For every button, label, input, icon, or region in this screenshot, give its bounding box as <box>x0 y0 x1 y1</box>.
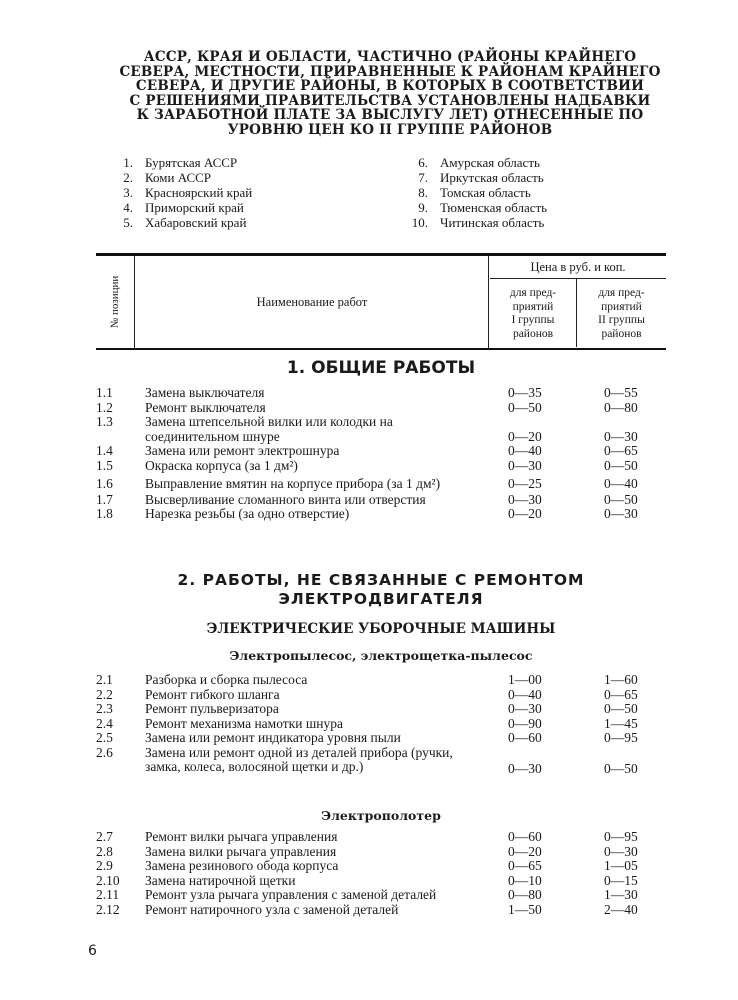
table-row: 2.9 Замена резинового обода корпуса 0—65 1—05 <box>96 858 638 873</box>
header-position-number: № позиции <box>96 256 135 348</box>
table-row: 1.3 Замена штепсельной вилки или колодки на соединительном шнуре 0—20 0—30 <box>96 414 638 444</box>
table-row: 2.5 Замена или ремонт индикатора уровня пыли 0—60 0—95 <box>96 730 638 745</box>
section-1-rows <box>96 386 666 522</box>
region-item: 6. Амурская область <box>418 155 540 170</box>
table-row: 1.6 Выправление вмятин на корпусе прибора (за 1 дм²) 0—25 0—40 <box>96 476 638 491</box>
table-row: 2.6 Замена или ремонт одной из деталей прибора (ручки, замка, колеса, волосяной щетки и др.) 0—30 0—50 <box>96 744 638 776</box>
table-row: 1.4 Замена или ремонт электрошнура 0—40 0—65 <box>96 443 638 458</box>
table-row: 2.7 Ремонт вилки рычага управления 0—60 0—95 <box>96 829 638 844</box>
heading-line: СЕВЕРА, МЕСТНОСТИ, ПРИРАВНЕННЫЕ К РАЙОНАМ КРАЙНЕГО <box>119 63 661 80</box>
table-row: 2.11 Ремонт узла рычага управления с заменой деталей 0—80 1—30 <box>96 887 638 902</box>
heading-line: АССР, КРАЯ И ОБЛАСТИ, ЧАСТИЧНО (РАЙОНЫ КРАЙНЕГО <box>143 49 637 65</box>
table-row: 2.2 Ремонт гибкого шланга 0—40 0—65 <box>96 686 638 702</box>
section-1-title: 1. ОБЩИЕ РАБОТЫ <box>286 358 476 378</box>
header-group-2: для пред- приятий II группы районов <box>598 287 645 340</box>
region-item: 1. Бурятская АССР <box>123 155 238 170</box>
page-number: 6 <box>88 943 97 959</box>
heading-line: УРОВНЮ ЦЕН КО II ГРУППЕ РАЙОНОВ <box>227 121 553 138</box>
region-item: 2. Коми АССР <box>123 170 212 185</box>
table-row: 2.4 Ремонт механизма намотки шнура 0—90 1—45 <box>96 715 638 731</box>
table-row: 1.1 Замена выключателя 0—35 0—55 <box>96 385 638 400</box>
table-row: 2.8 Замена вилки рычага управления 0—20 0—30 <box>96 843 638 859</box>
group-a-title: Электропылесос, электрощетка-пылесос <box>229 648 533 663</box>
group-a-rows <box>96 673 666 777</box>
table-row: 2.3 Ремонт пульверизатора 0—30 0—50 <box>96 701 638 716</box>
heading-line: С РЕШЕНИЯМИ ПРАВИТЕЛЬСТВА УСТАНОВЛЕНЫ НАДБАВКИ <box>129 92 651 109</box>
table-row: 1.7 Высверливание сломанного винта или отверстия 0—30 0—50 <box>96 491 638 507</box>
region-item: 8. Томская область <box>418 185 531 200</box>
region-column-right <box>400 155 548 230</box>
table-row: 1.5 Окраска корпуса (за 1 дм²) 0—30 0—50 <box>96 457 638 473</box>
table-row: 1.2 Ремонт выключателя 0—50 0—80 <box>96 399 638 415</box>
region-item: 10. Читинская область <box>411 215 545 230</box>
group-b-title: Электрополотер <box>321 808 441 823</box>
heading-line: К ЗАРАБОТНОЙ ПЛАТЕ ЗА ВЫСЛУГУ ЛЕТ) ОТНЕСЕННЫЕ ПО <box>136 107 644 123</box>
header-price <box>490 256 666 348</box>
region-item: 5. Хабаровский край <box>123 215 247 230</box>
section-2-subtitle: ЭЛЕКТРИЧЕСКИЕ УБОРОЧНЫЕ МАШИНЫ <box>206 621 556 637</box>
region-item: 4. Приморский край <box>123 200 244 215</box>
table-row: 2.10 Замена натирочной щетки 0—10 0—15 <box>96 872 638 888</box>
page-heading <box>100 50 680 137</box>
table-row: 1.8 Нарезка резьбы (за одно отверстие) 0—20 0—30 <box>96 506 638 521</box>
region-item: 7. Иркутская область <box>418 170 544 185</box>
region-column-left <box>105 155 253 230</box>
section-2-title: 2. РАБОТЫ, НЕ СВЯЗАННЫЕ С РЕМОНТОМ ЭЛЕКТРОДВИГАТЕЛЯ <box>177 571 585 608</box>
table-row: 2.1 Разборка и сборка пылесоса 1—00 1—60 <box>96 672 638 687</box>
region-item: 9. Тюменская область <box>418 200 548 215</box>
header-work-name: Наименование работ <box>136 256 489 348</box>
table-header <box>96 253 666 350</box>
region-item: 3. Красноярский край <box>123 185 253 200</box>
header-price-title: Цена в руб. и коп. <box>490 256 666 279</box>
heading-line: СЕВЕРА, И ДРУГИЕ РАЙОНЫ, В КОТОРЫХ В СООТВЕТСТВИИ <box>135 78 645 94</box>
group-b-rows <box>96 830 666 917</box>
header-group-1: для пред- приятий I группы районов <box>490 279 577 347</box>
table-row: 2.12 Ремонт натирочного узла с заменой деталей 1—50 2—40 <box>96 901 638 917</box>
